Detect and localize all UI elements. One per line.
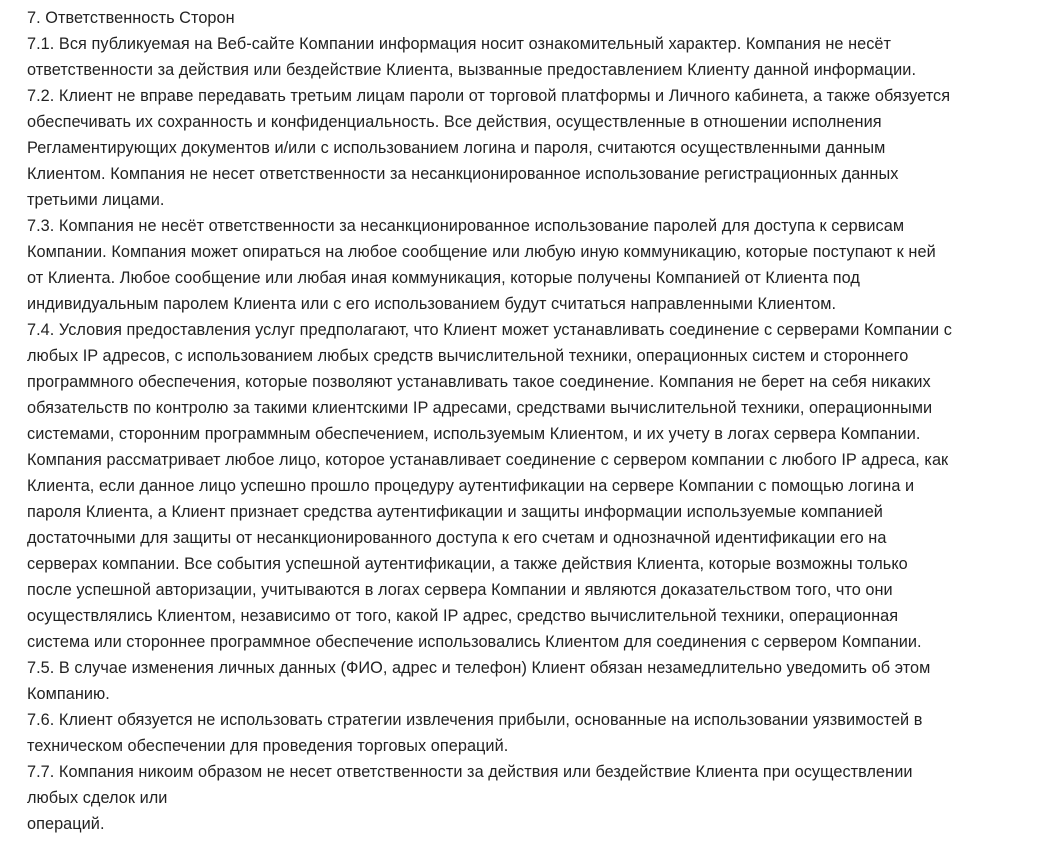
clause-line: индивидуальным паролем Клиента или с его использованием будут считаться направленными Клиентом. xyxy=(27,295,837,313)
clause-line: техническом обеспечении для проведения торговых операций. xyxy=(27,737,509,755)
clause-line: Клиентом. Компания не несет ответственности за несанкционированное использование регистрационных данных xyxy=(27,165,899,183)
clause-7-2 xyxy=(27,83,1037,213)
clause-line: 7.7. Компания никоим образом не несет ответственности за действия или бездействие Клиента при осуществлении xyxy=(27,763,913,781)
clause-line: 7.4. Условия предоставления услуг предполагают, что Клиент может устанавливать соединение с серверами Компании с xyxy=(27,321,952,339)
clause-7-7 xyxy=(27,759,1037,837)
clause-7-4 xyxy=(27,317,1037,655)
clause-line: третьими лицами. xyxy=(27,191,165,209)
clause-line: Компанию. xyxy=(27,685,110,703)
clause-line: 7.2. Клиент не вправе передавать третьим лицам пароли от торговой платформы и Личного кабинета, а также обязуется xyxy=(27,87,951,105)
clause-line: любых IP адресов, с использованием любых средств вычислительной техники, операционных систем и стороннего xyxy=(27,347,909,365)
clause-line: система или стороннее программное обеспечение использовались Клиентом для соединения с сервером Компании. xyxy=(27,633,922,651)
clause-7-3 xyxy=(27,213,1037,317)
clause-line: 7.5. В случае изменения личных данных (ФИО, адрес и телефон) Клиент обязан незамедлительно уведомить об этом xyxy=(27,659,931,677)
clause-7-6 xyxy=(27,707,1037,759)
clause-line: Компании. Компания может опираться на любое сообщение или любую иную коммуникацию, которые поступают к ней xyxy=(27,243,936,261)
clause-line: Компания рассматривает любое лицо, которое устанавливает соединение с сервером компании с любого IP адреса, как xyxy=(27,451,949,469)
clause-line: после успешной авторизации, учитываются в логах сервера Компании и являются доказательством того, что они xyxy=(27,581,893,599)
clause-line: серверах компании. Все события успешной аутентификации, а также действия Клиента, которые возможны только xyxy=(27,555,908,573)
clause-line: осуществлялись Клиентом, независимо от того, какой IP адрес, средство вычислительной техники, операционная xyxy=(27,607,899,625)
clause-7-5 xyxy=(27,655,1037,707)
section-title-text: 7. Ответственность Сторон xyxy=(27,9,235,27)
clause-line: от Клиента. Любое сообщение или любая иная коммуникация, которые получены Компанией от Клиента под xyxy=(27,269,860,287)
clause-line: ответственности за действия или бездействие Клиента, вызванные предоставлением Клиенту данной информации. xyxy=(27,61,917,79)
clause-line: программного обеспечения, которые позволяют устанавливать такое соединение. Компания не берет на себя никаких xyxy=(27,373,931,391)
clause-line: Регламентирующих документов и/или с использованием логина и пароля, считаются осуществленными данным xyxy=(27,139,886,157)
clause-line: любых сделок или xyxy=(27,789,168,807)
clause-line: обязательств по контролю за такими клиентскими IP адресами, средствами вычислительной техники, операционными xyxy=(27,399,933,417)
clause-line: системами, сторонним программным обеспечением, используемым Клиентом, и их учету в логах сервера Компании. xyxy=(27,425,921,443)
section-title xyxy=(27,5,1037,31)
clause-line: операций. xyxy=(27,815,105,833)
clause-line: Клиента, если данное лицо успешно прошло процедуру аутентификации на сервере Компании с помощью логина и xyxy=(27,477,915,495)
clause-line: 7.6. Клиент обязуется не использовать стратегии извлечения прибыли, основанные на использовании уязвимостей в xyxy=(27,711,923,729)
clause-line: 7.1. Вся публикуемая на Веб-сайте Компании информация носит ознакомительный характер. Компания не несёт xyxy=(27,35,892,53)
clause-line: достаточными для защиты от несанкционированного доступа к его счетам и однозначной идентификации его на xyxy=(27,529,887,547)
clause-7-1 xyxy=(27,31,1037,83)
document-body xyxy=(27,5,1037,837)
clause-line: пароля Клиента, а Клиент признает средства аутентификации и защиты информации используемые компанией xyxy=(27,503,883,521)
clause-line: обеспечивать их сохранность и конфиденциальность. Все действия, осуществленные в отношении исполнения xyxy=(27,113,882,131)
clause-line: 7.3. Компания не несёт ответственности за несанкционированное использование паролей для доступа к сервисам xyxy=(27,217,905,235)
